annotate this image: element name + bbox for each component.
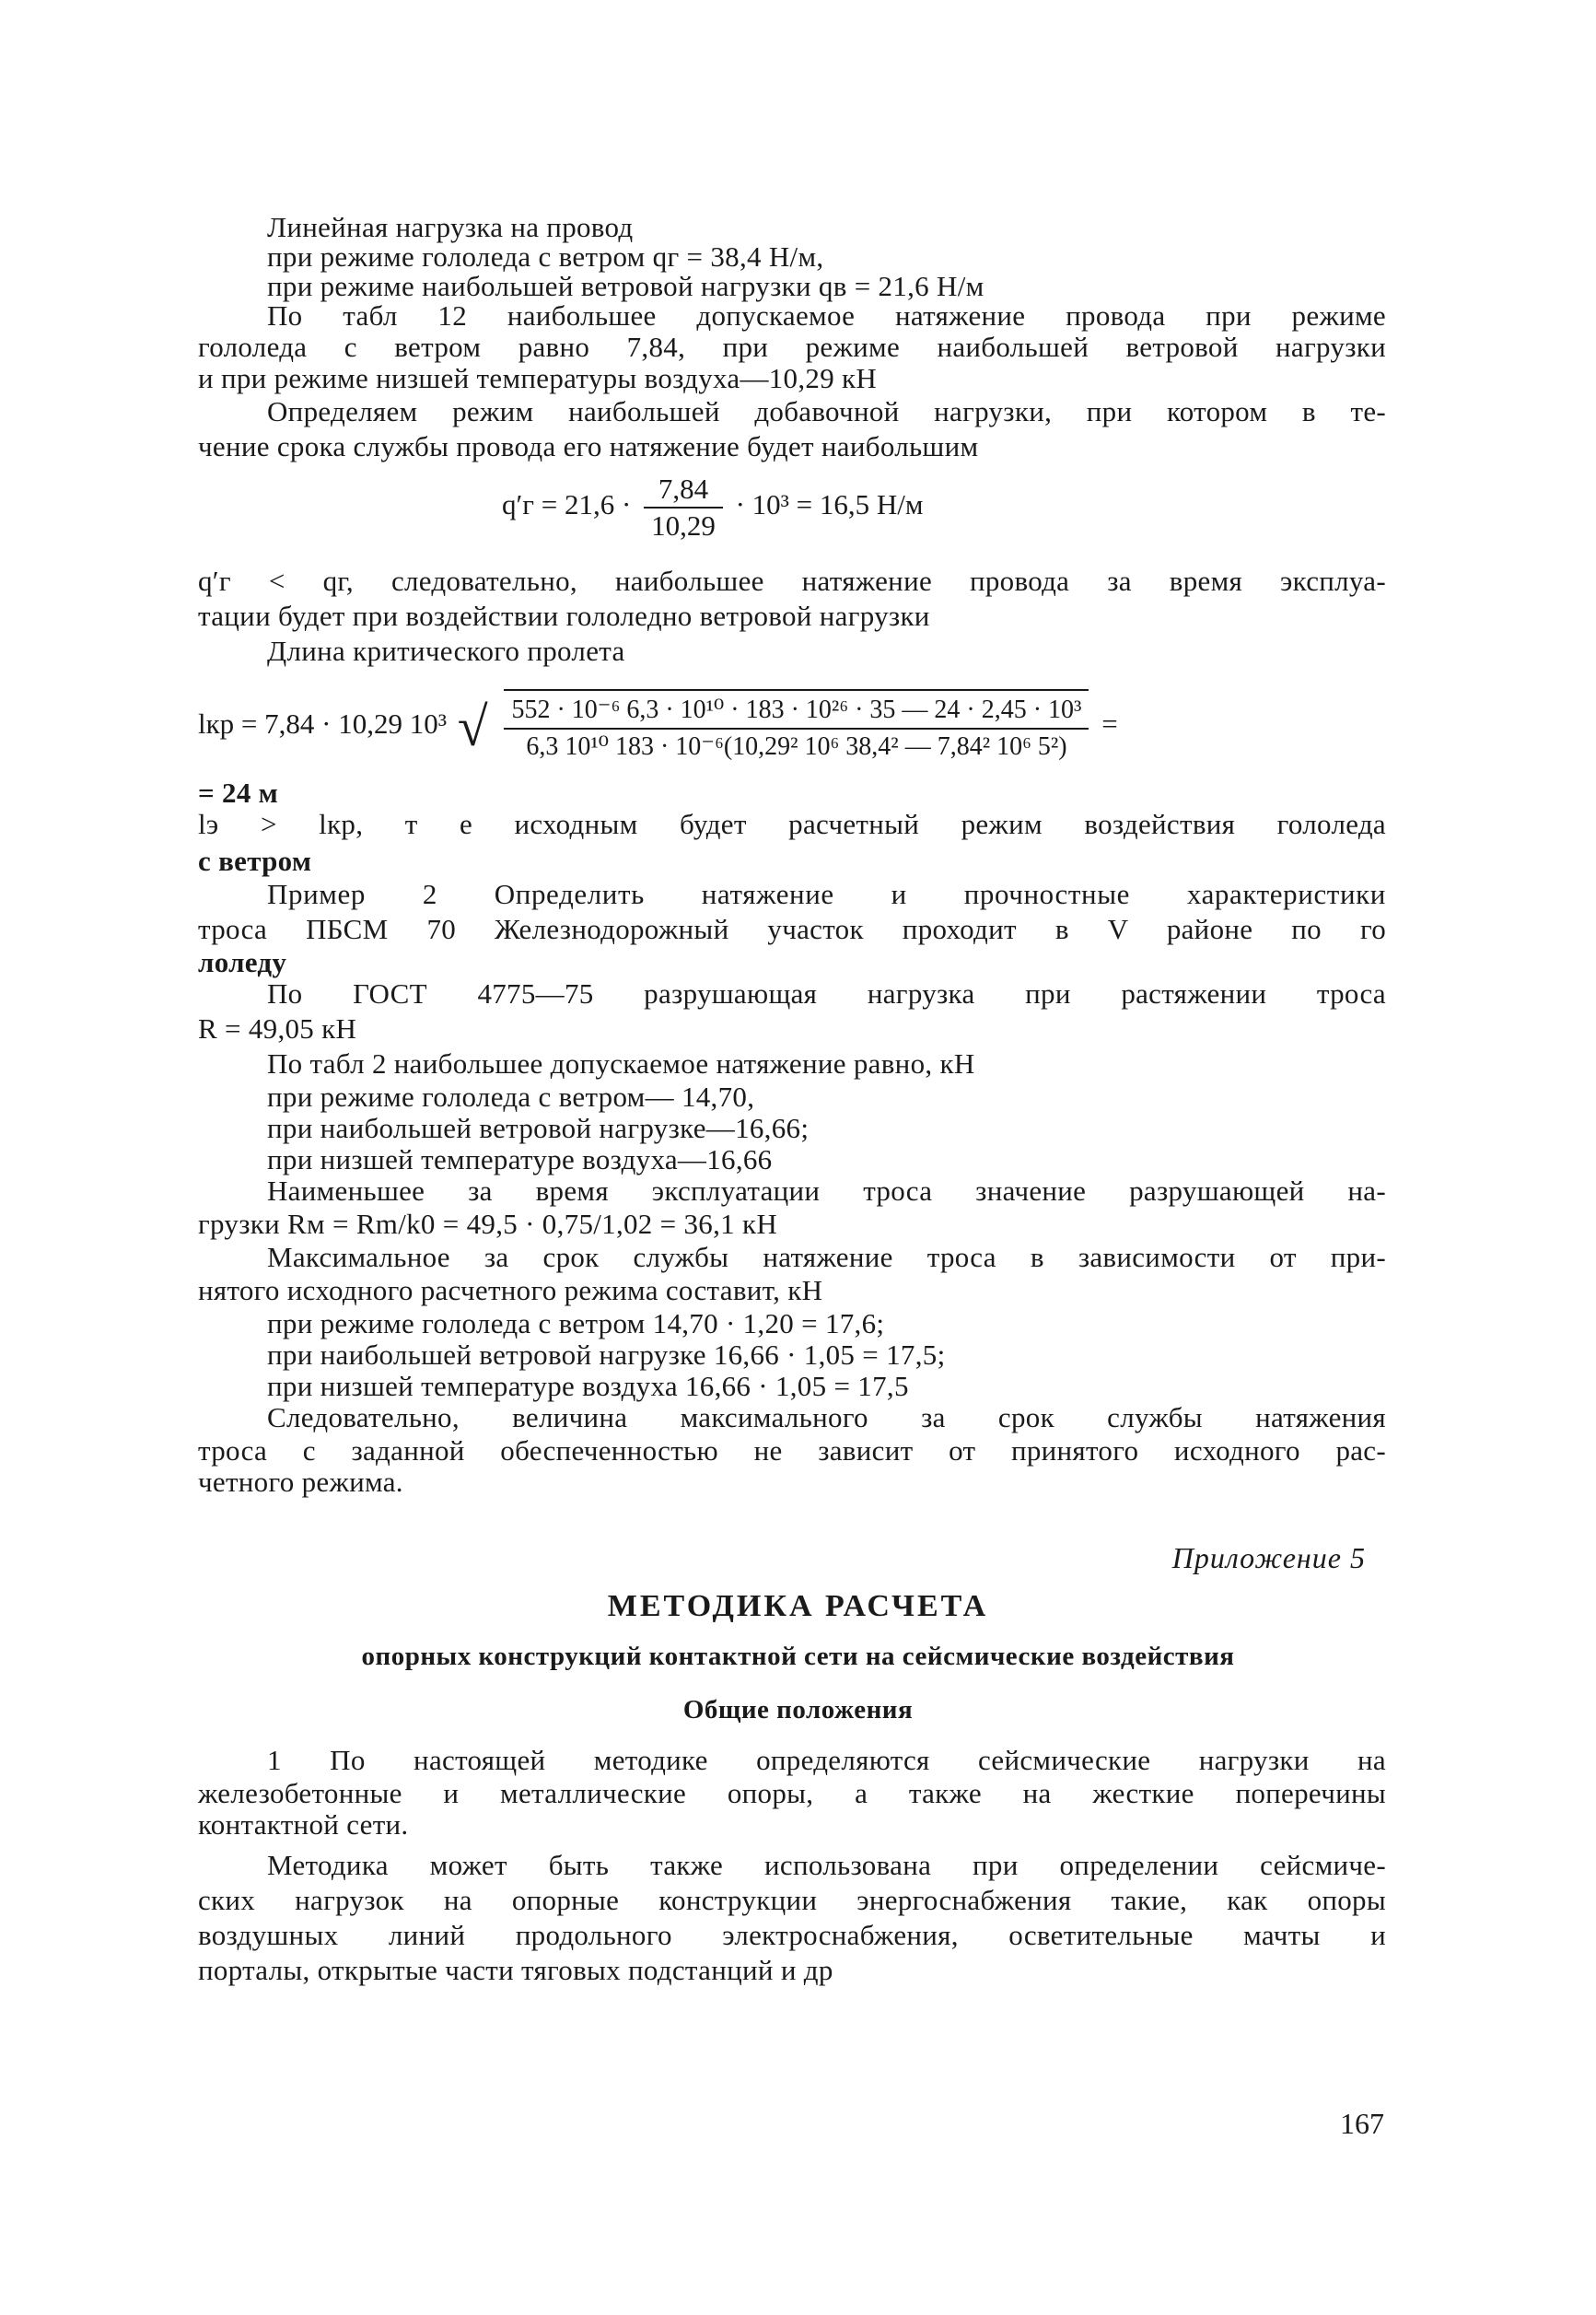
formula-numerator: 552 · 10⁻⁶ 6,3 · 10¹⁰ · 183 · 10²⁶ · 35 — 24 · 2,45 · 10³ [504,693,1089,730]
text-line: lэ > lкр, т е исходным будет расчетный режим воздействия гололеда [198,808,1386,840]
section-subtitle: опорных конструкций контактной сети на сейсмические воздействия [361,1642,1235,1671]
text-line: чение срока службы провода его натяжение будет наибольшим [198,430,979,462]
text-line: лоледу [198,946,287,978]
text-line: четного режима. [198,1466,403,1498]
formula-fraction [504,689,1089,765]
text-line: при режиме гололеда с ветром 14,70 · 1,20 = 17,6; [267,1307,885,1339]
formula-lhs: q′г = 21,6 · [502,488,632,521]
formula-rhs: = [1101,707,1118,741]
text-line: ских нагрузок на опорные конструкции энергоснабжения такие, как опоры [198,1884,1386,1916]
text-line: = 24 м [198,777,279,809]
text-line: Определяем режим наибольшей добавочной нагрузки, при котором в те- [267,395,1386,427]
text-line: порталы, открытые части тяговых подстанций и др [198,1954,833,1986]
text-line: Методика может быть также использована при определении сейсмиче- [267,1849,1386,1881]
text-line: q′г < qг, следовательно, наибольшее натяжение провода за время эксплуа- [198,565,1386,597]
appendix-label: Приложение 5 [1171,1541,1366,1574]
text-line: контактной сети. [198,1808,409,1841]
text-line: при низшей температуре воздуха 16,66 · 1,05 = 17,5 [267,1370,909,1402]
text-line: при режиме гололеда с ветром qг = 38,4 Н/м, [267,240,824,273]
text-line: Линейная нагрузка на провод [267,211,634,243]
text-line: нятого исходного расчетного режима составит, кН [198,1274,823,1306]
text-line: троса с заданной обеспеченностью не зависит от принятого исходного рас- [198,1434,1386,1467]
text-line: По ГОСТ 4775—75 разрушающая нагрузка при растяжении троса [267,977,1386,1010]
text-line: троса ПБСМ 70 Железнодорожный участок проходит в V районе по го [198,913,1386,945]
text-line: Максимальное за срок службы натяжение троса в зависимости от при- [267,1241,1386,1273]
text-line: тации будет при воздействии гололедно ветровой нагрузки [198,600,930,632]
formula-denominator: 6,3 10¹⁰ 183 · 10⁻⁶(10,29² 10⁶ 38,4² — 7,84² 10⁶ 5²) [526,732,1067,761]
text-line: Следовательно, величина максимального за срок службы натяжения [267,1401,1386,1433]
text-line: По табл 12 наибольшее допускаемое натяжение провода при режиме [267,299,1386,332]
text-line: грузки Rм = Rm/k0 = 49,5 · 0,75/1,02 = 36,1 кН [198,1208,778,1240]
text-line: гололеда с ветром равно 7,84, при режиме наибольшей ветровой нагрузки [198,331,1386,363]
section-title: МЕТОДИКА РАСЧЕТА [607,1589,989,1623]
formula-q-prime [502,472,924,544]
text-line: при режиме гололеда с ветром— 14,70, [267,1081,755,1113]
text-line: воздушных линий продольного электроснабжения, осветительные мачты и [198,1919,1386,1951]
formula-rhs: · 10³ = 16,5 Н/м [735,488,924,521]
text-line: Пример 2 Определить натяжение и прочностные характеристики [267,878,1386,910]
text-line: и при режиме низшей температуры воздуха—10,29 кН [198,362,878,394]
text-line: Наименьшее за время эксплуатации троса значение разрушающей на- [267,1175,1386,1207]
text-line: при наибольшей ветровой нагрузке—16,66; [267,1112,810,1144]
page-number: 167 [1340,2107,1384,2140]
text-line: 1 По настоящей методике определяются сейсмические нагрузки на [267,1744,1386,1776]
subsection-title: Общие положения [682,1695,914,1725]
text-line: при режиме наибольшей ветровой нагрузки qв = 21,6 Н/м [267,270,984,302]
sqrt-icon: √ [457,696,488,757]
formula-denominator: 10,29 [651,509,716,542]
text-line: R = 49,05 кН [198,1012,357,1045]
formula-lhs: lкр = 7,84 · 10,29 10³ [198,707,448,741]
formula-fraction [644,472,723,544]
formula-numerator: 7,84 [644,472,723,509]
formula-critical-span [198,689,1118,765]
text-line: Длина критического пролета [267,635,625,667]
text-line: По табл 2 наибольшее допускаемое натяжение равно, кН [267,1047,975,1080]
text-line: при низшей температуре воздуха—16,66 [267,1143,773,1175]
text-line: железобетонные и металлические опоры, а также на жесткие поперечины [198,1777,1386,1809]
text-line: при наибольшей ветровой нагрузке 16,66 · 1,05 = 17,5; [267,1339,946,1371]
text-line: с ветром [198,845,312,877]
